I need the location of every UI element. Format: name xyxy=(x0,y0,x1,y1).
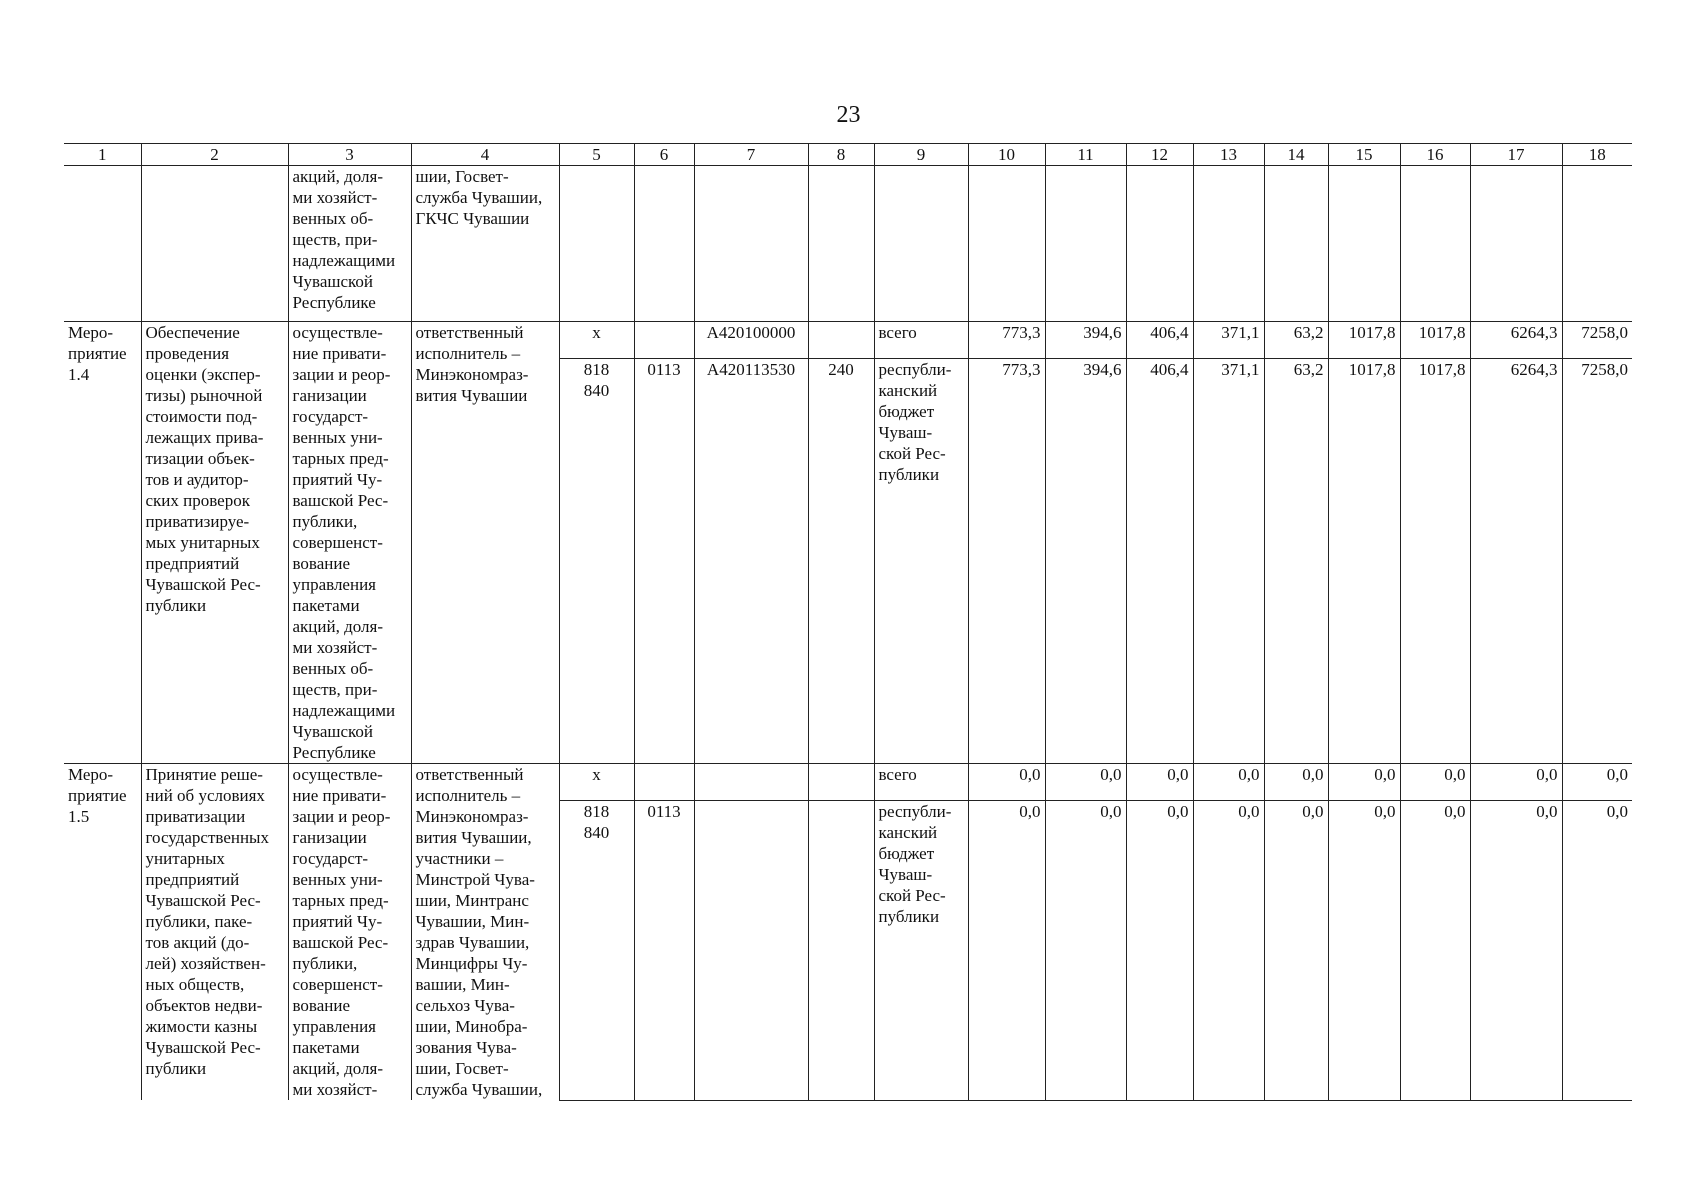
funding-source: всего xyxy=(874,764,968,801)
col-header: 10 xyxy=(968,144,1045,166)
expense-type xyxy=(808,764,874,801)
value-cell: 0,0 xyxy=(1400,800,1470,1100)
measure-1-5-purpose: осуществле- ние привати- зации и реор- ганизации государст- венных уни- тарных пред- приятий Чу- вашской Рес- публики, совершенст- вование управления пакетами акций, доля- ми хозяйст- xyxy=(288,764,411,1101)
col-header: 2 xyxy=(141,144,288,166)
col-header: 9 xyxy=(874,144,968,166)
continuation-measure-purpose: акций, доля- ми хозяйст- венных об- ществ, при- надлежащими Чувашской Республике xyxy=(288,166,411,322)
value-cell: 371,1 xyxy=(1193,322,1264,359)
col-header: 18 xyxy=(1562,144,1632,166)
value-cell: 1017,8 xyxy=(1328,359,1400,764)
value-cell: 0,0 xyxy=(1126,800,1193,1100)
col-header: 7 xyxy=(694,144,808,166)
measure-1-4-total-row xyxy=(64,322,1632,359)
col-header: 8 xyxy=(808,144,874,166)
funding-source: республи- канский бюджет Чуваш- ской Рес- публики xyxy=(874,359,968,764)
grbs-code: 818 840 xyxy=(559,800,634,1100)
section-code: 0113 xyxy=(634,800,694,1100)
value-cell: 1017,8 xyxy=(1400,322,1470,359)
section-code: 0113 xyxy=(634,359,694,764)
value-cell: 0,0 xyxy=(1328,800,1400,1100)
col-header: 1 xyxy=(64,144,141,166)
col-header: 12 xyxy=(1126,144,1193,166)
expense-type xyxy=(808,800,874,1100)
value-cell: 406,4 xyxy=(1126,322,1193,359)
value-cell: 0,0 xyxy=(1126,764,1193,801)
value-cell: 0,0 xyxy=(1562,800,1632,1100)
value-cell: 7258,0 xyxy=(1562,359,1632,764)
value-cell: 0,0 xyxy=(1470,800,1562,1100)
value-cell: 0,0 xyxy=(1264,764,1328,801)
measure-1-4-executor: ответственный исполнитель – Минэкономраз- вития Чувашии xyxy=(411,322,559,764)
value-cell: 773,3 xyxy=(968,359,1045,764)
continuation-executor: шии, Госвет- служба Чувашии, ГКЧС Чувашии xyxy=(411,166,559,322)
section-code xyxy=(634,322,694,359)
value-cell: 371,1 xyxy=(1193,359,1264,764)
measure-1-4-number: Меро- приятие 1.4 xyxy=(64,322,141,764)
funding-source: республи- канский бюджет Чуваш- ской Рес- публики xyxy=(874,800,968,1100)
value-cell: 7258,0 xyxy=(1562,322,1632,359)
measure-1-5-title: Принятие реше- ний об условиях приватизации государственных унитарных предприятий Чувашской Рес- публики, паке- тов акций (до- лей) хозяйствен- ных обществ, объектов недви- жимости казны Чувашской Рес- публики xyxy=(141,764,288,1101)
col-header: 3 xyxy=(288,144,411,166)
col-header: 14 xyxy=(1264,144,1328,166)
grbs-code: х xyxy=(559,322,634,359)
value-cell: 0,0 xyxy=(968,764,1045,801)
value-cell: 394,6 xyxy=(1045,322,1126,359)
measure-1-4-purpose: осуществле- ние привати- зации и реор- ганизации государст- венных уни- тарных пред- приятий Чу- вашской Рес- публики, совершенст- вование управления пакетами акций, доля- ми хозяйст- венных об- ществ, при- надлежащими Чувашской Республике xyxy=(288,322,411,764)
continuation-row xyxy=(64,166,1632,322)
col-header: 5 xyxy=(559,144,634,166)
value-cell: 0,0 xyxy=(1400,764,1470,801)
col-header: 15 xyxy=(1328,144,1400,166)
column-number-row xyxy=(64,144,1632,166)
col-header: 13 xyxy=(1193,144,1264,166)
value-cell: 0,0 xyxy=(1562,764,1632,801)
target-article xyxy=(694,800,808,1100)
page-number: 23 xyxy=(836,102,861,128)
col-header: 16 xyxy=(1400,144,1470,166)
funding-table xyxy=(64,143,1632,1101)
value-cell: 63,2 xyxy=(1264,322,1328,359)
col-header: 6 xyxy=(634,144,694,166)
value-cell: 0,0 xyxy=(1045,800,1126,1100)
grbs-code: 818 840 xyxy=(559,359,634,764)
target-article: А420113530 xyxy=(694,359,808,764)
target-article xyxy=(694,764,808,801)
measure-1-5-executor: ответственный исполнитель – Минэкономраз- вития Чувашии, участники – Минстрой Чува- шии, Минтранс Чувашии, Мин- здрав Чувашии, Минцифры Чу- вашии, Мин- сельхоз Чува- шии, Минобра- зования Чува- шии, Госвет- служба Чувашии, xyxy=(411,764,559,1101)
measure-1-4-title: Обеспечение проведения оценки (экспер- тизы) рыночной стоимости под- лежащих прива- тизации объек- тов и аудитор- ских проверок приватизируе- мых унитарных предприятий Чувашской Рес- публики xyxy=(141,322,288,764)
value-cell: 0,0 xyxy=(1264,800,1328,1100)
col-header: 11 xyxy=(1045,144,1126,166)
target-article: А420100000 xyxy=(694,322,808,359)
value-cell: 0,0 xyxy=(968,800,1045,1100)
expense-type: 240 xyxy=(808,359,874,764)
section-code xyxy=(634,764,694,801)
value-cell: 406,4 xyxy=(1126,359,1193,764)
value-cell: 6264,3 xyxy=(1470,322,1562,359)
value-cell: 773,3 xyxy=(968,322,1045,359)
expense-type xyxy=(808,322,874,359)
measure-1-5-total-row xyxy=(64,764,1632,801)
value-cell: 0,0 xyxy=(1193,800,1264,1100)
col-header: 17 xyxy=(1470,144,1562,166)
measure-1-5-number: Меро- приятие 1.5 xyxy=(64,764,141,1101)
value-cell: 1017,8 xyxy=(1328,322,1400,359)
value-cell: 0,0 xyxy=(1328,764,1400,801)
grbs-code: х xyxy=(559,764,634,801)
value-cell: 0,0 xyxy=(1193,764,1264,801)
value-cell: 63,2 xyxy=(1264,359,1328,764)
value-cell: 0,0 xyxy=(1470,764,1562,801)
value-cell: 6264,3 xyxy=(1470,359,1562,764)
value-cell: 1017,8 xyxy=(1400,359,1470,764)
funding-source: всего xyxy=(874,322,968,359)
value-cell: 394,6 xyxy=(1045,359,1126,764)
col-header: 4 xyxy=(411,144,559,166)
value-cell: 0,0 xyxy=(1045,764,1126,801)
